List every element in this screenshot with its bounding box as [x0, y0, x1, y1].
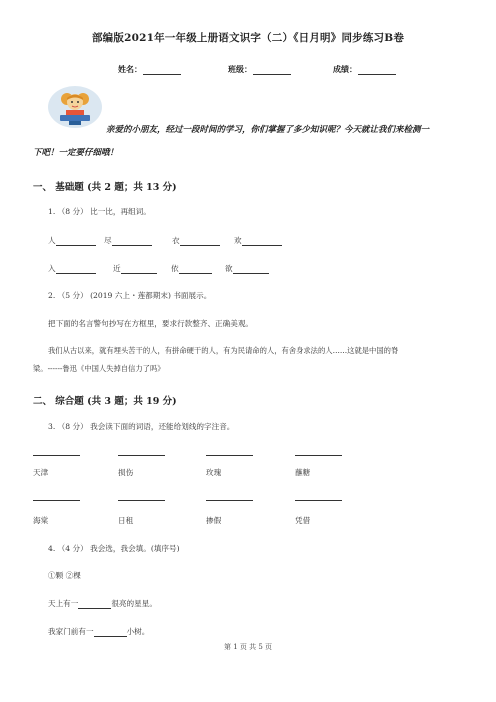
answer-blank[interactable] — [180, 237, 220, 246]
answer-blank[interactable] — [56, 237, 96, 246]
q1-row-1-item: 欢 — [234, 235, 282, 246]
answer-blank[interactable] — [121, 265, 157, 274]
q1-row-2-item: 入 — [48, 263, 96, 274]
pinyin-blank[interactable] — [33, 500, 80, 501]
word-item: 损伤 — [118, 468, 134, 477]
question-4-options: ①颗 ②棵 — [48, 571, 81, 580]
question-3-stem: 3. （8 分） 我会读下面的词语，还能给划线的字注音。 — [48, 422, 235, 431]
answer-blank[interactable] — [94, 628, 127, 637]
score-blank[interactable] — [358, 66, 396, 75]
q1-row-1-item: 衣 — [172, 235, 220, 246]
question-1-stem: 1. （8 分） 比一比，再组词。 — [48, 207, 151, 216]
class-label: 班级： — [228, 64, 252, 74]
question-2-instruction: 把下面的名言警句抄写在方框里，要求行款整齐、正确美观。 — [48, 319, 254, 328]
pinyin-blank[interactable] — [206, 500, 253, 501]
question-2-stem: 2. （5 分） (2019 六上・莲都期末) 书面展示。 — [48, 291, 212, 300]
answer-blank[interactable] — [179, 265, 212, 274]
pinyin-blank[interactable] — [33, 455, 80, 456]
page-footer: 第 1 页 共 5 页 — [223, 643, 273, 651]
pinyin-blank[interactable] — [295, 500, 342, 501]
word-item: 掺假 — [206, 516, 222, 525]
answer-blank[interactable] — [78, 600, 111, 609]
question-2-quote-line-1: 我们从古以来，就有埋头苦干的人，有拼命硬干的人，有为民请命的人，有舍身求法的人……这就是中国的脊 — [48, 346, 399, 355]
name-field — [118, 64, 181, 75]
question-4-sentence-2: 我家门前有一 小树。 — [48, 627, 150, 636]
word-item: 玫瑰 — [206, 468, 222, 477]
pinyin-blank[interactable] — [118, 455, 165, 456]
answer-blank[interactable] — [112, 237, 152, 246]
q1-row-2-item: 依 — [171, 263, 212, 274]
q1-row-2-item: 近 — [113, 263, 157, 274]
answer-blank[interactable] — [233, 265, 269, 274]
word-item: 蘸糖 — [295, 468, 311, 477]
word-item: 凭借 — [295, 516, 311, 525]
question-4-stem: 4. （4 分） 我会选，我会填。(填序号) — [48, 544, 180, 553]
answer-blank[interactable] — [56, 265, 96, 274]
intro-line-1: 亲爱的小朋友，经过一段时间的学习，你们掌握了多少知识呢？今天就让我们来检测一 — [106, 125, 430, 135]
word-item: 天津 — [33, 468, 49, 477]
name-blank[interactable] — [143, 66, 181, 75]
q1-row-1-item: 尽 — [104, 235, 152, 246]
score-field — [333, 64, 396, 75]
q1-row-2-item: 欲 — [225, 263, 269, 274]
answer-blank[interactable] — [242, 237, 282, 246]
score-label: 成绩： — [333, 64, 357, 74]
pinyin-blank[interactable] — [118, 500, 165, 501]
class-blank[interactable] — [253, 66, 291, 75]
question-2-quote-line-2: 梁。------鲁迅《中国人失掉自信力了吗》 — [33, 364, 165, 373]
q1-row-1-item: 人 — [48, 235, 96, 246]
pinyin-blank[interactable] — [206, 455, 253, 456]
student-illustration — [47, 85, 103, 129]
section-2-heading: 二、 综合题 (共 3 题；共 19 分) — [33, 396, 177, 407]
word-item: 海棠 — [33, 516, 49, 525]
word-item: 日租 — [118, 516, 134, 525]
page-title: 部编版2021年一年级上册语文识字（二）《日月明》同步练习B卷 — [91, 32, 405, 44]
intro-line-2: 下吧！一定要仔细哦！ — [33, 148, 119, 158]
question-4-sentence-1: 天上有一 很亮的星星。 — [48, 599, 157, 608]
class-field — [228, 64, 291, 75]
pinyin-blank[interactable] — [295, 455, 342, 456]
name-label: 姓名： — [118, 64, 142, 74]
section-1-heading: 一、 基础题 (共 2 题；共 13 分) — [33, 182, 177, 193]
